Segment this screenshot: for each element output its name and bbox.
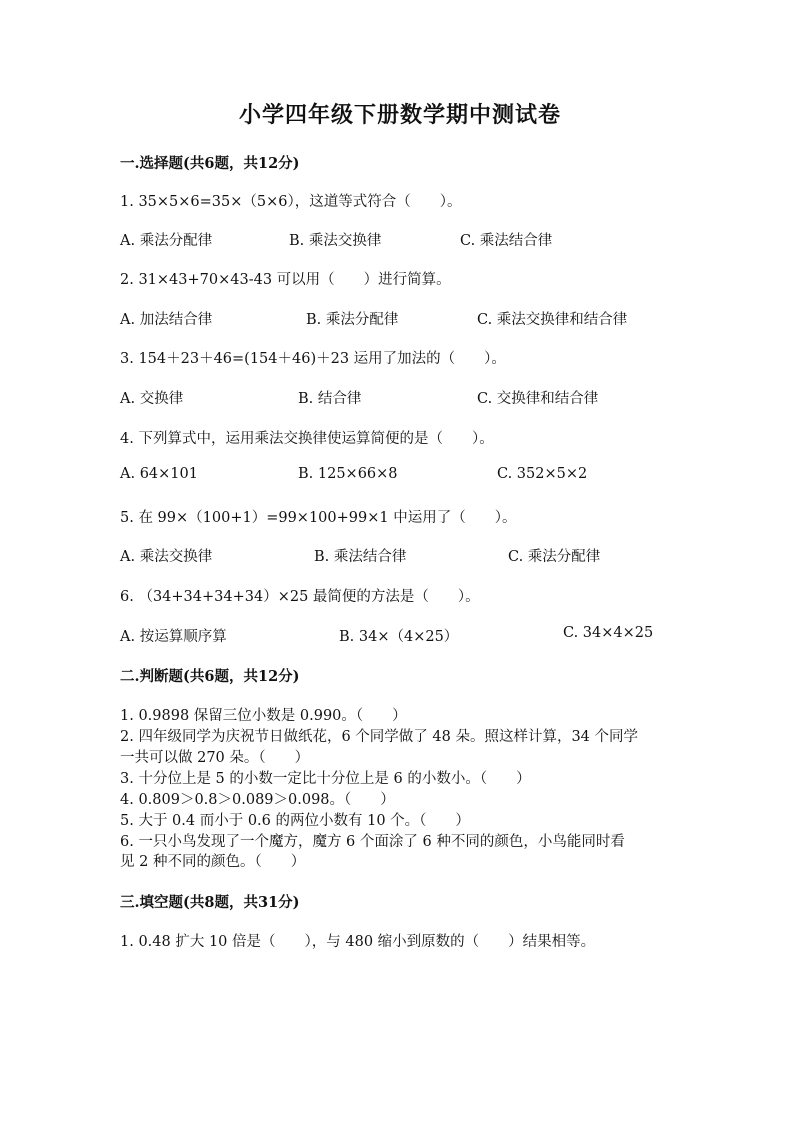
question-1-5-option-b: B. 乘法结合律 — [314, 549, 407, 565]
question-1-2: 2. 31×43+70×43-43 可以用（ ）进行简算。 — [120, 272, 451, 288]
question-1-5: 5. 在 99×（100+1）=99×100+99×1 中运用了（ ）。 — [120, 510, 517, 526]
section-1-heading: 一.选择题(共6题，共12分) — [120, 155, 300, 172]
question-1-4: 4. 下列算式中，运用乘法交换律使运算简便的是（ ）。 — [120, 431, 494, 447]
judge-line-2: 2. 四年级同学为庆祝节日做纸花，6 个同学做了 48 朵。照这样计算，34 个同学 — [120, 729, 639, 745]
section-3-heading: 三.填空题(共8题，共31分) — [120, 894, 300, 911]
question-1-3-option-b: B. 结合律 — [298, 391, 362, 407]
question-1-5-option-c: C. 乘法分配律 — [508, 549, 601, 565]
question-1-1-option-a: A. 乘法分配律 — [120, 233, 213, 249]
judge-line-3: 3. 十分位上是 5 的小数一定比十分位上是 6 的小数小。（ ） — [120, 771, 531, 787]
question-1-6-option-b: B. 34×（4×25） — [339, 629, 459, 645]
question-1-2-option-c: C. 乘法交换律和结合律 — [477, 312, 628, 328]
question-1-4-option-b: B. 125×66×8 — [298, 466, 398, 482]
section-2-heading: 二.判断题(共6题，共12分) — [120, 668, 300, 685]
judge-line-6: 6. 一只小鸟发现了一个魔方，魔方 6 个面涂了 6 种不同的颜色，小鸟能同时看 — [120, 834, 625, 850]
question-1-6-option-c: C. 34×4×25 — [563, 625, 654, 641]
question-1-6: 6. （34+34+34+34）×25 最简便的方法是（ ）。 — [120, 589, 480, 605]
judge-line-4: 4. 0.809＞0.8＞0.089＞0.098。（ ） — [120, 792, 395, 808]
question-1-3-option-a: A. 交换律 — [120, 391, 184, 407]
question-1-4-option-c: C. 352×5×2 — [497, 466, 588, 482]
question-1-1: 1. 35×5×6=35×（5×6），这道等式符合（ ）。 — [120, 194, 462, 210]
question-1-3-option-c: C. 交换律和结合律 — [477, 391, 599, 407]
question-1-4-option-a: A. 64×101 — [120, 466, 198, 482]
question-1-3: 3. 154＋23＋46=(154＋46)＋23 运用了加法的（ ）。 — [120, 351, 506, 367]
question-1-1-option-c: C. 乘法结合律 — [460, 233, 553, 249]
judge-line-6-cont: 见 2 种不同的颜色。（ ） — [120, 854, 306, 870]
judge-line-2-cont: 一共可以做 270 朵。（ ） — [120, 750, 310, 766]
page-title: 小学四年级下册数学期中测试卷 — [238, 102, 561, 128]
judge-line-1: 1. 0.9898 保留三位小数是 0.990。（ ） — [120, 708, 407, 724]
question-1-5-option-a: A. 乘法交换律 — [120, 549, 213, 565]
fill-question-1: 1. 0.48 扩大 10 倍是（ ），与 480 缩小到原数的（ ）结果相等。 — [120, 934, 596, 950]
question-1-6-option-a: A. 按运算顺序算 — [120, 629, 227, 645]
question-1-2-option-b: B. 乘法分配律 — [306, 312, 399, 328]
question-1-2-option-a: A. 加法结合律 — [120, 312, 213, 328]
judge-line-5: 5. 大于 0.4 而小于 0.6 的两位小数有 10 个。（ ） — [120, 813, 470, 829]
question-1-1-option-b: B. 乘法交换律 — [289, 233, 382, 249]
